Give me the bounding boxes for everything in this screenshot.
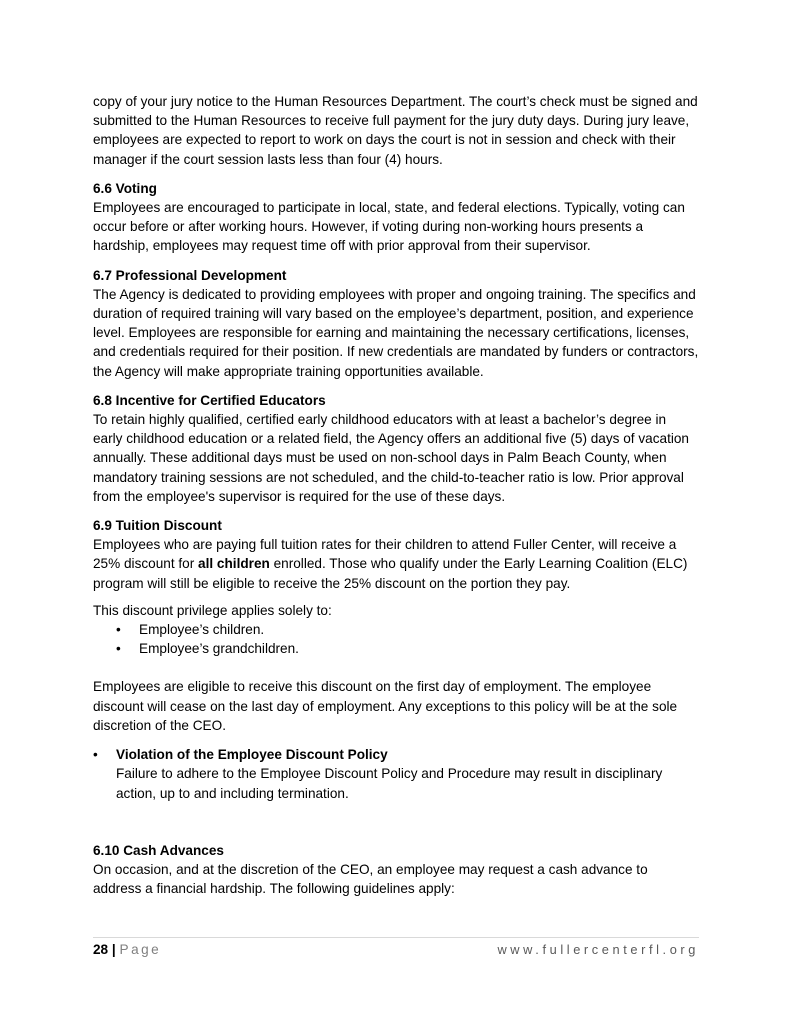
applies-list — [93, 620, 699, 658]
list-item: • Employee’s grandchildren. — [93, 639, 699, 658]
section-heading-tuition: 6.9 Tuition Discount — [93, 518, 222, 534]
section-heading-incentive: 6.8 Incentive for Certified Educators — [93, 392, 326, 408]
section-body-tuition — [93, 535, 699, 593]
section-tuition — [93, 516, 699, 803]
tuition-body-end: enrolled. Those who qualify under the Early Learning Coalition (ELC) program will still be eligible to receive the 25% discount on the portion they pay. — [93, 556, 688, 591]
section-heading-professional-development: 6.7 Professional Development — [93, 267, 287, 283]
violation-bullet — [93, 745, 699, 803]
section-heading-voting: 6.6 Voting — [93, 180, 157, 196]
footer-divider — [93, 937, 699, 938]
footer-website: www.fullercenterfl.org — [497, 942, 699, 957]
tuition-body-emphasis: all children — [198, 556, 270, 572]
footer-separator: | — [111, 942, 116, 957]
eligibility-paragraph: Employees are eligible to receive this discount on the first day of employment. The employee discount will cease on the last day of employment. Any exceptions to this policy will be at the sole discretion of the CEO. — [93, 679, 678, 733]
section-body-cash-advances: On occasion, and at the discretion of the CEO, an employee may request a cash advance to address a financial hardship. The following guidelines apply: — [93, 861, 648, 897]
section-body-voting: Employees are encouraged to participate in local, state, and federal elections. Typically, voting can occur before or after working hours. However, if voting during non-working hours presents a hardship, employees may request time off with prior approval from their supervisor. — [93, 200, 685, 254]
document-body — [93, 92, 699, 898]
page-footer — [93, 941, 699, 959]
page-number-label — [93, 941, 161, 959]
list-item: • Employee’s children. — [93, 620, 699, 639]
tuition-body-start: Employees who are paying full tuition rates for their children to attend Fuller Center, will receive a 25% discount for — [93, 537, 677, 572]
violation-heading: Violation of the Employee Discount Policy — [116, 747, 388, 763]
section-body-incentive: To retain highly qualified, certified early childhood educators with at least a bachelor’s degree in early childhood education or a related field, the Agency offers an additional five (5) days of vacation annually. These additional days must be used on non-school days in Palm Beach County, when mandatory training sessions are not scheduled, and the child-to-teacher ratio is low. Prior approval from the employee's supervisor is required for the use of these days. — [93, 412, 689, 504]
section-voting — [93, 179, 699, 256]
section-body-professional-development: The Agency is dedicated to providing employees with proper and ongoing training. The specifics and duration of required training will vary based on the employee’s department, position, and experience level. Employees are responsible for earning and maintaining the necessary certifications, licenses, and credentials required for their position. If new credentials are mandated by funders or contractors, the Agency will make appropriate training opportunities available. — [93, 286, 699, 379]
page-number: 28 — [93, 942, 109, 957]
section-professional-development — [93, 266, 699, 381]
bullet-icon: • — [93, 747, 98, 763]
violation-body: Failure to adhere to the Employee Discount Policy and Procedure may result in disciplinary action, up to and including termination. — [116, 766, 663, 801]
page-word: Page — [119, 942, 162, 957]
applies-intro: This discount privilege applies solely to: — [93, 602, 332, 618]
jury-duty-continuation: copy of your jury notice to the Human Resources Department. The court’s check must be signed and submitted to the Human Resources to receive full payment for the jury duty days. During jury leave, employees are expected to report to work on days the court is not in session and check with their manager if the court session lasts less than four (4) hours. — [93, 94, 698, 167]
section-cash-advances — [93, 841, 699, 899]
section-incentive — [93, 391, 699, 506]
section-heading-cash-advances: 6.10 Cash Advances — [93, 842, 224, 858]
